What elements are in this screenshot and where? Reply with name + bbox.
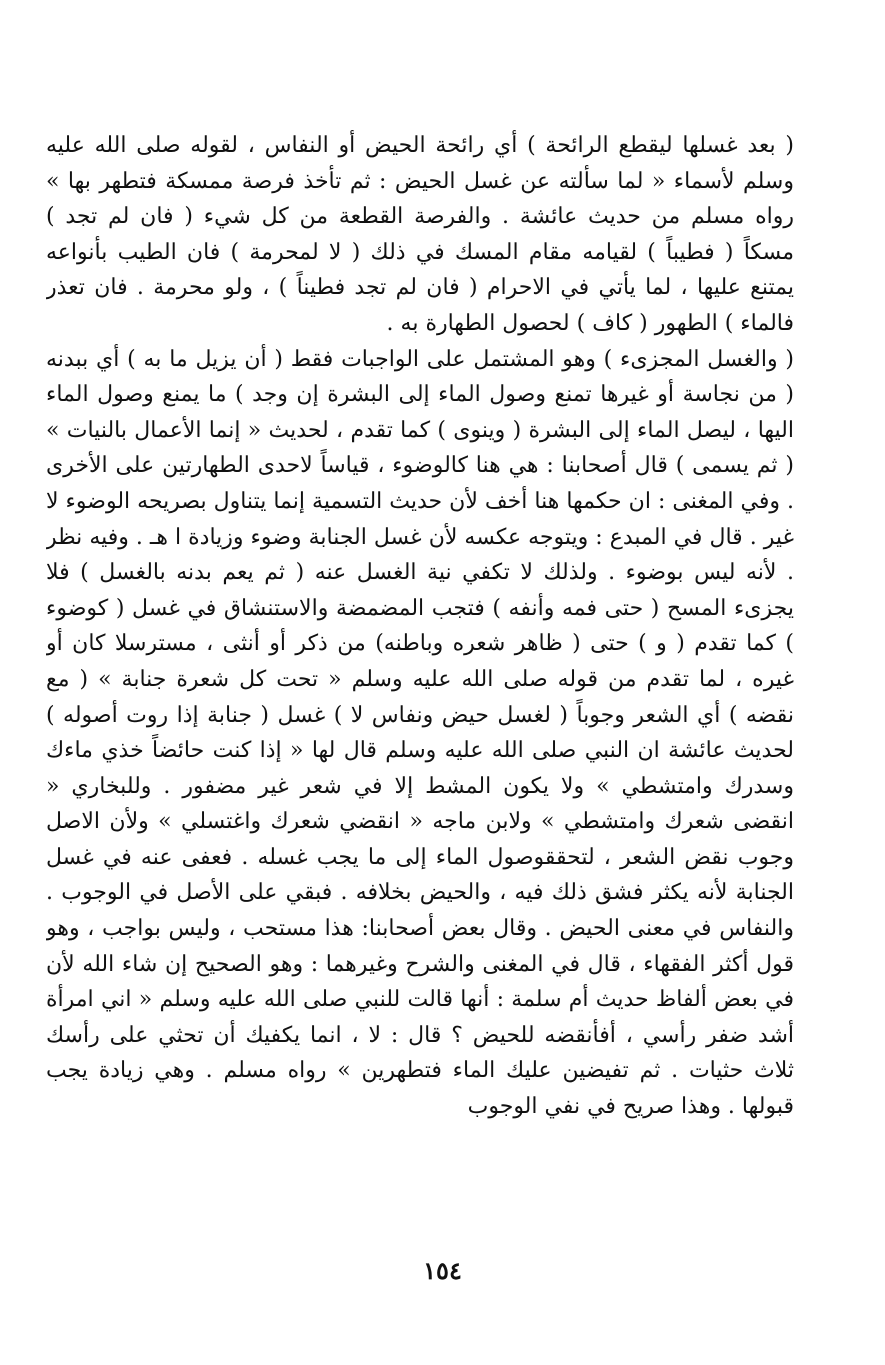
page-body <box>46 128 794 1268</box>
paragraph-perfume-after-ghusl: ( بعد غسلها ليقطع الرائحة ) أي رائحة الحيض أو النفاس ، لقوله صلى الله عليه وسلم لأسماء « لما سألته عن غسل الحيض : ثم تأخذ فرصة ممسكة فتطهر بها » رواه مسلم من حديث عائشة . والفرصة القطعة من كل شيء ( فان لم تجد ) مسكاً ( فطيباً ) لقيامه مقام المسك في ذلك ( لا لمحرمة ) فان الطيب بأنواعه يمتنع عليها ، لما يأتي في الاحرام ( فان لم تجد فطيناً ) ، ولو محرمة . فان تعذر فالماء ) الطهور ( كاف ) لحصول الطهارة به . <box>46 133 794 336</box>
page-number: ١٥٤ <box>423 1256 462 1285</box>
paragraph-sufficient-ghusl: ( والغسل المجزىء ) وهو المشتمل على الواجبات فقط ( أن يزيل ما به ) أي ببدنه ( من نجاسة أو غيرها تمنع وصول الماء إلى البشرة إن وجد ) ما يمنع وصول الماء اليها ، ليصل الماء إلى البشرة ( وينوى ) كما تقدم ، لحديث « إنما الأعمال بالنيات » ( ثم يسمى ) قال أصحابنا : هي هنا كالوضوء ، قياساً لاحدى الطهارتين على الأخرى . وفي المغنى : ان حكمها هنا أخف لأن حديث التسمية إنما يتناول بصريحه الوضوء لا غير . قال في المبدع : ويتوجه عكسه لأن غسل الجنابة وضوء وزيادة ا هـ . وفيه نظر . لأنه ليس بوضوء . ولذلك لا تكفي نية الغسل عنه ( ثم يعم بدنه بالغسل ) فلا يجزىء المسح ( حتى فمه وأنفه ) فتجب المضمضة والاستنشاق في غسل ( كوضوء ) كما تقدم ( و ) حتى ( ظاهر شعره وباطنه) من ذكر أو أنثى ، مسترسلا كان أو غيره ، لما تقدم من قوله صلى الله عليه وسلم « تحت كل شعرة جنابة » ( مع نقضه ) أي الشعر وجوباً ( لغسل حيض ونفاس لا ) غسل ( جنابة إذا روت أصوله ) لحديث عائشة ان النبي صلى الله عليه وسلم قال لها « إذا كنت حائضاً خذي ماءك وسدرك وامتشطي » ولا يكون المشط إلا في شعر غير مضفور . وللبخاري « انقضى شعرك وامتشطي » ولابن ماجه « انقضي شعرك واغتسلي » ولأن الاصل وجوب نقض الشعر ، لتحققوصول الماء إلى ما يجب غسله . فعفى عنه في غسل الجنابة لأنه يكثر فشق ذلك فيه ، والحيض بخلافه . فبقي على الأصل في الوجوب . والنفاس في معنى الحيض . وقال بعض أصحابنا: هذا مستحب ، وليس بواجب ، وهو قول أكثر الفقهاء ، قال في المغنى والشرح وغيرهما : وهو الصحيح إن شاء الله لأن في بعض ألفاظ حديث أم سلمة : أنها قالت للنبي صلى الله عليه وسلم « اني امرأة أشد ضفر رأسي ، أفأنقضه للحيض ؟ قال : لا ، انما يكفيك أن تحثي على رأسك ثلاث حثيات . ثم تفيضين عليك الماء فتطهرين » رواه مسلم . وهي زيادة يجب قبولها . وهذا صريح في نفي الوجوب <box>46 346 794 1120</box>
